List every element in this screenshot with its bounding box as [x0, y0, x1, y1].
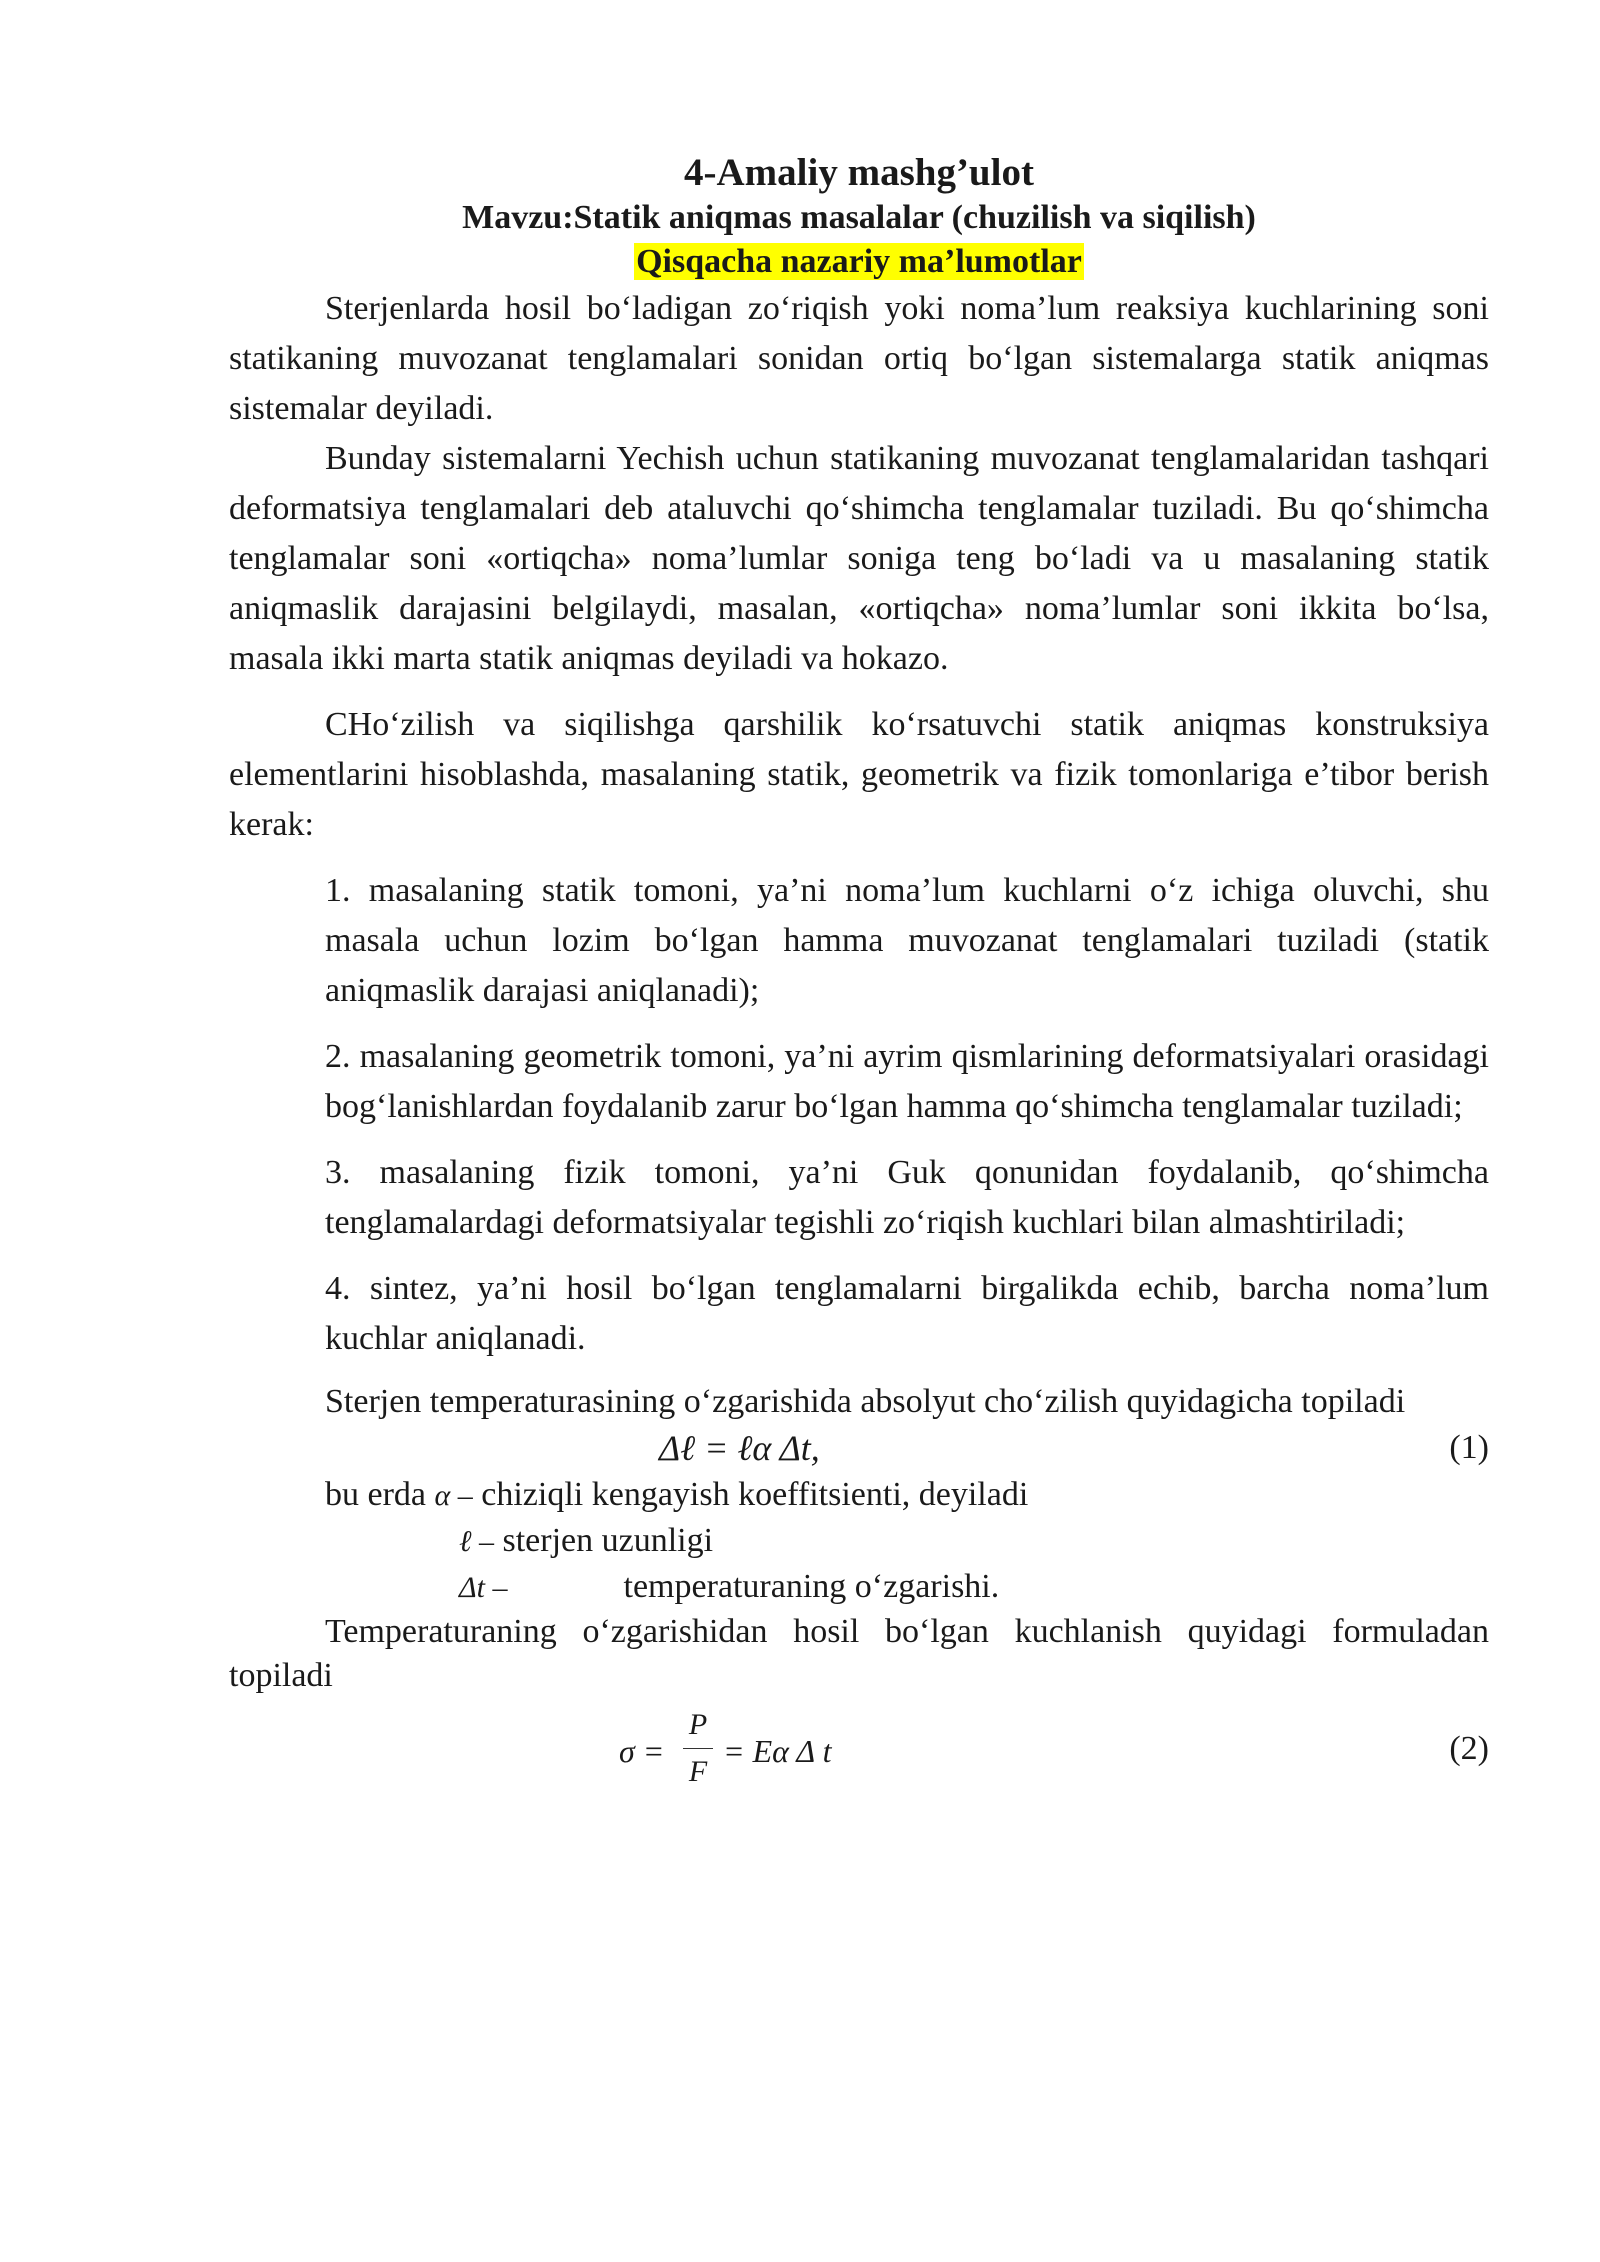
definition-text: sterjen uzunligi: [502, 1522, 714, 1559]
paragraph-solution-approach: Bunday sistemalarni Yechish uchun statikaning muvozanat tenglamalaridan tashqari deformatsiya tenglamalari deb ataluvchi qo‘shimcha tenglamalar tuziladi. Bu qo‘shimcha tenglamalar soni «ortiqcha» noma’lumlar soniga teng bo‘ladi va u masalaning statik aniqmaslik darajasini belgilaydi, masalan, «ortiqcha» noma’lumlar soni ikkita bo‘lsa, masala ikki marta statik aniqmas deyiladi va hokazo.: [229, 440, 1489, 677]
equation-2-lhs: σ =: [619, 1733, 665, 1769]
symbol-delta-t: Δt –: [459, 1571, 508, 1604]
fraction: [681, 1702, 715, 1795]
page-subtitle: Mavzu:Statik aniqmas masalalar (chuzilish va siqilish): [462, 199, 1256, 236]
list-item: 4. sintez, ya’ni hosil bo‘lgan tenglamalarni birgalikda echib, barcha noma’lum kuchlar aniqlanadi.: [325, 1270, 1489, 1357]
definition-alpha: [325, 1472, 1489, 1518]
fraction-denominator: F: [688, 1755, 708, 1788]
list-item: 2. masalaning geometrik tomoni, ya’ni ayrim qismlarining deformatsiyalari orasidagi bog‘lanishlardan foydalanib zarur bo‘lgan hamma qo‘shimcha tenglamalar tuziladi;: [325, 1038, 1489, 1125]
symbol-length: ℓ –: [459, 1525, 494, 1558]
definition-length: [325, 1518, 1489, 1564]
definition-text: chiziqli kengayish koeffitsienti, deyiladi: [481, 1476, 1029, 1513]
paragraph-definition: Sterjenlarda hosil bo‘ladigan zo‘riqish yoki noma’lum reaksiya kuchlarining soni statikaning muvozanat tenglamalari sonidan ortiq bo‘lgan sistemalarga statik aniqmas sistemalar deyiladi.: [229, 290, 1489, 427]
equation-2-row: [229, 1702, 1489, 1798]
list-item: 3. masalaning fizik tomoni, ya’ni Guk qonunidan foydalanib, qo‘shimcha tenglamalardagi deformatsiyalar tegishli zo‘riqish kuchlari bilan almashtiriladi;: [325, 1154, 1489, 1241]
aspects-list: [229, 866, 1489, 1364]
equation-1-row: [229, 1424, 1489, 1472]
document-page: [229, 150, 1489, 1798]
paragraph-analysis-aspects: CHo‘zilish va siqilishga qarshilik ko‘rsatuvchi statik aniqmas konstruksiya elementlarini hisoblashda, masalaning statik, geometrik va fizik tomonlariga e’tibor berish kerak:: [229, 706, 1489, 843]
symbol-alpha: α –: [434, 1479, 473, 1512]
equation-number: (1): [1449, 1429, 1489, 1466]
section-heading: [229, 240, 1489, 284]
definition-text: temperaturaning o‘zgarishi.: [623, 1568, 1000, 1605]
fraction-numerator: P: [688, 1708, 708, 1741]
symbol-definitions: [325, 1472, 1489, 1610]
paragraph-thermal-stress: Temperaturaning o‘zgarishidan hosil bo‘lgan kuchlanish quyidagi formuladan topiladi: [229, 1613, 1489, 1694]
definition-delta-t: [325, 1564, 1489, 1610]
equation-1: Δℓ = ℓα Δt,: [659, 1428, 820, 1468]
list-item: 1. masalaning statik tomoni, ya’ni noma’lum kuchlarni o‘z ichiga oluvchi, shu masala uchun lozim bo‘lgan hamma muvozanat tenglamalari tuziladi (statik aniqmaslik darajasi aniqlanadi);: [325, 872, 1489, 1009]
equation-number: (2): [1449, 1730, 1489, 1767]
page-title: 4-Amaliy mashg’ulot: [684, 151, 1034, 194]
equation-2-rhs: = Eα Δ t: [723, 1733, 832, 1769]
definition-prefix: bu erda: [325, 1476, 427, 1513]
highlighted-heading: Qisqacha nazariy ma’lumotlar: [636, 243, 1082, 280]
paragraph-thermal-elongation: Sterjen temperaturasining o‘zgarishida absolyut cho‘zilish quyidagicha topiladi: [325, 1383, 1406, 1420]
